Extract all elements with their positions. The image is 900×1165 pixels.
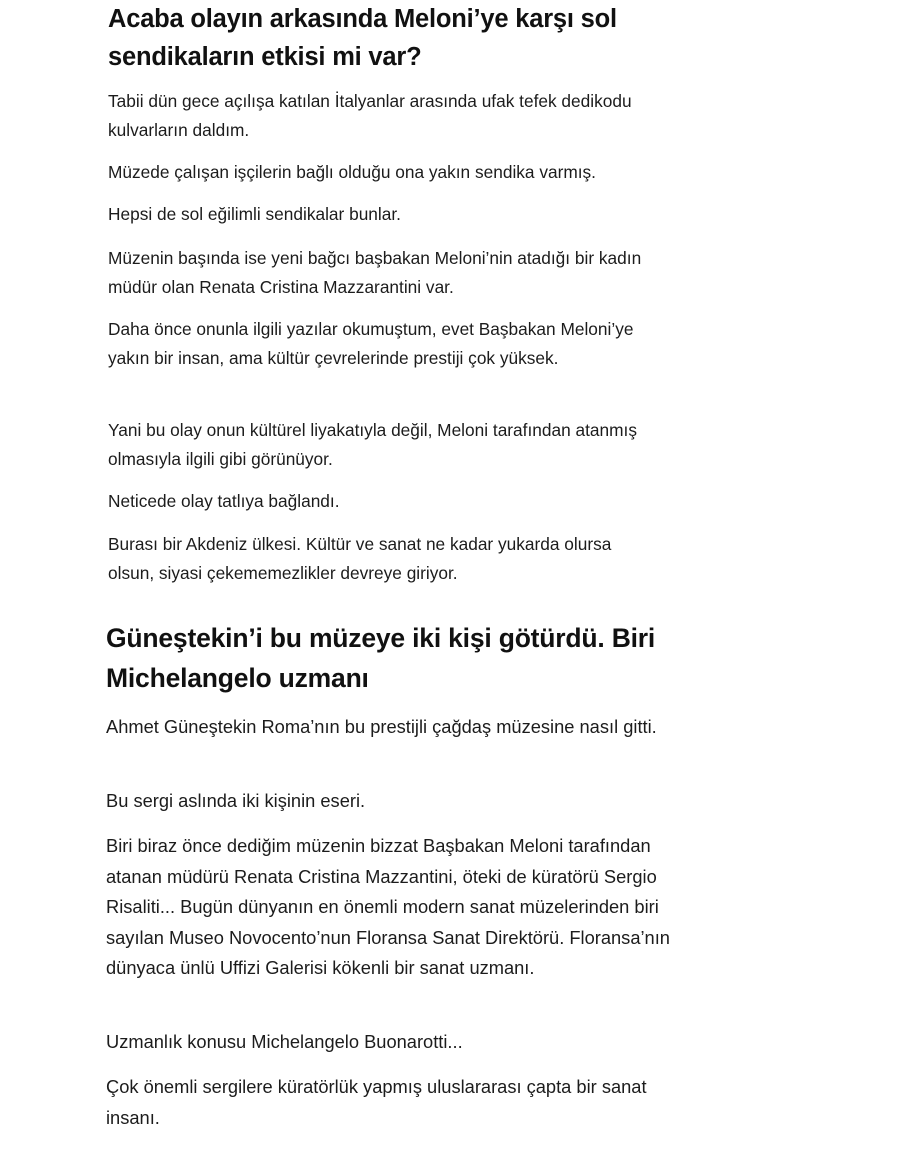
paragraph: Daha önce onunla ilgili yazılar okumuştum, evet Başbakan Meloni’ye yakın bir insan, ama kültür çevrelerinde prestiji çok yüksek. [108, 319, 634, 368]
paragraph: Ahmet Güneştekin Roma’nın bu prestijli çağdaş müzesine nasıl gitti. [106, 716, 657, 737]
paragraph: Burası bir Akdeniz ülkesi. Kültür ve sanat ne kadar yukarda olursa olsun, siyasi çekememezlikler devreye giriyor. [108, 534, 612, 583]
paragraph: Müzenin başında ise yeni bağcı başbakan Meloni’nin atadığı bir kadın müdür olan Renata Cristina Mazzarantini var. [108, 248, 642, 297]
paragraph: Neticede olay tatlıya bağlandı. [108, 491, 340, 511]
paragraph: Biri biraz önce dediğim müzenin bizzat Başbakan Meloni tarafından atanan müdürü Renata Cristina Mazzantini, öteki de küratörü Sergio Risaliti... Bugün dünyanın en önemli modern sanat müzelerinden biri sayılan Museo Novocento’nun Floransa Sanat Direktörü. Floransa’nın dünyaca ünlü Uffizi Galerisi kökenli bir sanat uzmanı. [106, 835, 670, 978]
section-heading: Acaba olayın arkasında Meloni’ye karşı sol sendikaların etkisi mi var? [108, 5, 617, 71]
paragraph: Çok önemli sergilere küratörlük yapmış uluslararası çapta bir sanat insanı. [106, 1076, 647, 1128]
paragraph: Hepsi de sol eğilimli sendikalar bunlar. [108, 204, 401, 224]
paragraph: Uzmanlık konusu Michelangelo Buonarotti... [106, 1031, 463, 1052]
paragraph: Tabii dün gece açılışa katılan İtalyanlar arasında ufak tefek dedikodu kulvarların daldım. [108, 91, 632, 140]
section-heading: Güneştekin’i bu müzeye iki kişi götürdü. Biri Michelangelo uzmanı [106, 623, 656, 693]
paragraph: Bu sergi aslında iki kişinin eseri. [106, 790, 366, 811]
paragraph: Müzede çalışan işçilerin bağlı olduğu ona yakın sendika varmış. [108, 162, 596, 182]
paragraph: Yani bu olay onun kültürel liyakatıyla değil, Meloni tarafından atanmış olmasıyla ilgili gibi görünüyor. [108, 420, 637, 469]
